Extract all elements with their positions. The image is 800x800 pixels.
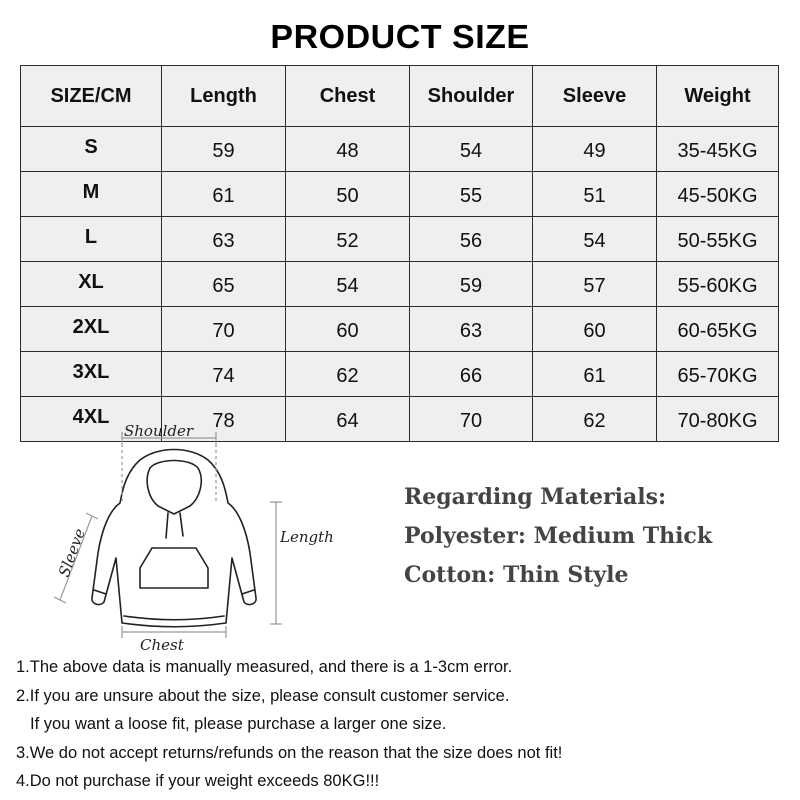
shoulder-cell: 63 bbox=[410, 307, 533, 352]
shoulder-label: Shoulder bbox=[124, 422, 194, 440]
chest-label: Chest bbox=[140, 636, 184, 654]
materials-cotton: Cotton: Thin Style bbox=[404, 562, 629, 588]
table-row bbox=[21, 307, 779, 352]
sleeve-cell: 62 bbox=[533, 397, 657, 442]
chest-cell: 48 bbox=[286, 127, 410, 172]
materials-heading: Regarding Materials: bbox=[404, 484, 667, 510]
length-cell: 78 bbox=[162, 397, 286, 442]
note-item: 3.We do not accept returns/refunds on the reason that the size does not fit! bbox=[16, 743, 563, 762]
materials-info bbox=[404, 478, 712, 595]
shoulder-cell: 59 bbox=[410, 262, 533, 307]
sleeve-cell: 51 bbox=[533, 172, 657, 217]
chest-cell: 54 bbox=[286, 262, 410, 307]
weight-cell: 60-65KG bbox=[657, 307, 779, 352]
length-cell: 61 bbox=[162, 172, 286, 217]
notes-list bbox=[16, 653, 786, 796]
chest-cell: 64 bbox=[286, 397, 410, 442]
table-row bbox=[21, 262, 779, 307]
chest-cell: 52 bbox=[286, 217, 410, 262]
length-cell: 65 bbox=[162, 262, 286, 307]
header-weight: Weight bbox=[657, 66, 779, 127]
length-label: Length bbox=[280, 528, 334, 546]
header-chest: Chest bbox=[286, 66, 410, 127]
sleeve-cell: 54 bbox=[533, 217, 657, 262]
length-cell: 63 bbox=[162, 217, 286, 262]
table-row bbox=[21, 172, 779, 217]
table-row bbox=[21, 127, 779, 172]
chest-cell: 50 bbox=[286, 172, 410, 217]
weight-cell: 55-60KG bbox=[657, 262, 779, 307]
shoulder-cell: 70 bbox=[410, 397, 533, 442]
sleeve-label: Sleeve bbox=[54, 526, 89, 580]
chest-cell: 60 bbox=[286, 307, 410, 352]
shoulder-cell: 54 bbox=[410, 127, 533, 172]
size-cell: XL bbox=[21, 262, 162, 307]
header-sleeve: Sleeve bbox=[533, 66, 657, 127]
chest-cell: 62 bbox=[286, 352, 410, 397]
note-item: If you want a loose fit, please purchase a larger one size. bbox=[30, 715, 447, 734]
header-shoulder: Shoulder bbox=[410, 66, 533, 127]
header-size: SIZE/CM bbox=[21, 66, 162, 127]
length-cell: 74 bbox=[162, 352, 286, 397]
note-item: 1.The above data is manually measured, and there is a 1-3cm error. bbox=[16, 658, 513, 676]
materials-polyester: Polyester: Medium Thick bbox=[404, 523, 713, 549]
sleeve-cell: 49 bbox=[533, 127, 657, 172]
weight-cell: 35-45KG bbox=[657, 127, 779, 172]
page-title: PRODUCT SIZE bbox=[270, 18, 530, 55]
shoulder-cell: 56 bbox=[410, 217, 533, 262]
weight-cell: 45-50KG bbox=[657, 172, 779, 217]
weight-cell: 70-80KG bbox=[657, 397, 779, 442]
weight-cell: 50-55KG bbox=[657, 217, 779, 262]
size-cell: 3XL bbox=[21, 352, 162, 397]
size-cell: 4XL bbox=[21, 397, 162, 442]
header-length: Length bbox=[162, 66, 286, 127]
hoodie-outline-icon bbox=[92, 450, 256, 627]
size-cell: M bbox=[21, 172, 162, 217]
table-row bbox=[21, 217, 779, 262]
table-header-row bbox=[21, 66, 779, 127]
sleeve-cell: 61 bbox=[533, 352, 657, 397]
size-cell: 2XL bbox=[21, 307, 162, 352]
size-cell: L bbox=[21, 217, 162, 262]
table-row bbox=[21, 352, 779, 397]
note-item: 4.Do not purchase if your weight exceeds 80KG!!! bbox=[16, 772, 380, 791]
sleeve-cell: 57 bbox=[533, 262, 657, 307]
size-table bbox=[20, 65, 779, 442]
length-cell: 70 bbox=[162, 307, 286, 352]
size-cell: S bbox=[21, 127, 162, 172]
length-cell: 59 bbox=[162, 127, 286, 172]
note-item: 2.If you are unsure about the size, please consult customer service. bbox=[16, 686, 510, 705]
shoulder-cell: 55 bbox=[410, 172, 533, 217]
weight-cell: 65-70KG bbox=[657, 352, 779, 397]
shoulder-cell: 66 bbox=[410, 352, 533, 397]
hoodie-measurement-diagram bbox=[40, 418, 370, 658]
sleeve-cell: 60 bbox=[533, 307, 657, 352]
